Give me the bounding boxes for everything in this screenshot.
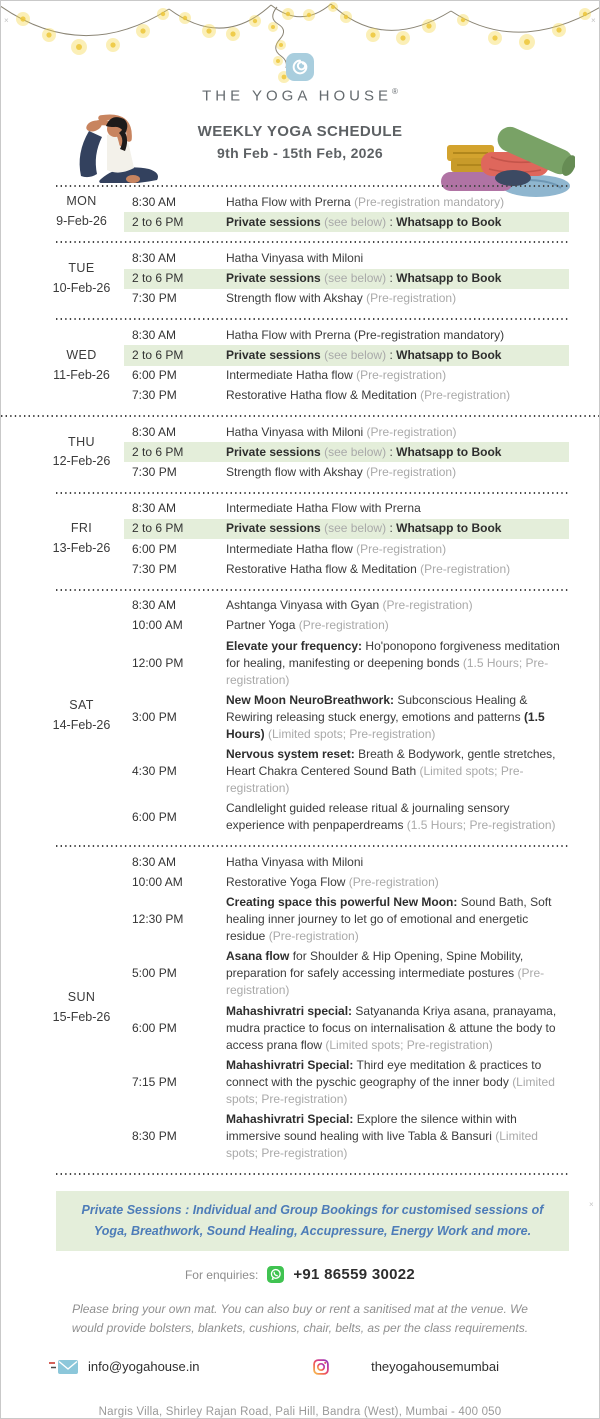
session-description	[226, 948, 569, 999]
schedule-row	[124, 947, 569, 1001]
private-sessions-note: Private Sessions : Individual and Group Bookings for customised sessions of Yoga, Breathwork, Sound Healing, Accupressure, Energy Work and more.	[56, 1191, 569, 1252]
schedule	[1, 185, 599, 1173]
session-description	[226, 854, 569, 871]
day-date: 12-Feb-26	[52, 454, 111, 469]
footer	[1, 1173, 599, 1418]
day-label	[1, 596, 124, 837]
brand-registered-mark: ®	[392, 87, 398, 96]
instagram-handle[interactable]: theyogahousemumbai	[371, 1359, 499, 1375]
enquiries-row	[1, 1266, 599, 1283]
session-time: 2 to 6 PM	[132, 271, 184, 286]
session-time: 8:30 AM	[132, 327, 177, 342]
schedule-row	[124, 386, 569, 406]
session-description	[226, 800, 569, 834]
session-text-bold: Private sessions	[226, 444, 321, 459]
session-time: 8:30 PM	[132, 1129, 177, 1144]
whatsapp-icon	[267, 1266, 284, 1283]
day-group-fri	[1, 496, 599, 589]
schedule-row	[124, 872, 569, 892]
day-date: 15-Feb-26	[52, 1009, 111, 1024]
schedule-row	[124, 799, 569, 836]
session-description	[226, 1003, 569, 1054]
session-description	[226, 347, 569, 364]
day-label	[1, 192, 124, 232]
session-text-gray: (Pre-registration)	[348, 874, 439, 889]
session-text-gray: (see below)	[320, 444, 387, 459]
session-text-gray: (Pre-registration)	[268, 929, 359, 944]
schedule-row	[124, 269, 569, 289]
schedule-row	[124, 192, 569, 212]
session-text-bold: Creating space this powerful New Moon:	[226, 895, 458, 910]
session-description	[226, 444, 569, 461]
enquiries-label: For enquiries:	[184, 1267, 259, 1282]
session-text-gray: (Limited spots; Pre-registration)	[264, 726, 436, 741]
schedule-row	[124, 596, 569, 616]
session-description	[226, 617, 569, 634]
session-description	[226, 746, 569, 797]
session-text-bold: Private sessions	[226, 271, 321, 286]
session-text-gray: (Pre-registration)	[420, 388, 511, 403]
schedule-row	[124, 539, 569, 559]
session-text-bold: New Moon NeuroBreathwork:	[226, 692, 395, 707]
session-time: 5:00 PM	[132, 966, 177, 981]
mat-note: Please bring your own mat. You can also buy or rent a sanitised mat at the venue. We would provide bolsters, blankets, cushions, chair, belts, as per the class requirements.	[71, 1302, 529, 1335]
session-text-gray: (Pre-registration)	[366, 291, 457, 306]
schedule-row	[124, 1110, 569, 1164]
session-text-normal: Intermediate Hatha flow	[226, 541, 357, 556]
session-text-normal: :	[386, 521, 397, 536]
session-time: 12:00 PM	[132, 655, 184, 670]
schedule-row	[124, 690, 569, 744]
schedule-row	[124, 212, 569, 232]
schedule-row	[124, 616, 569, 636]
day-label	[1, 422, 124, 483]
session-text-normal: Restorative Hatha flow & Meditation	[226, 388, 421, 403]
schedule-row	[124, 248, 569, 268]
day-name: SAT	[69, 698, 94, 713]
session-time: 12:30 PM	[132, 912, 184, 927]
session-text-bold: Nervous system reset:	[226, 747, 355, 762]
schedule-row	[124, 852, 569, 872]
session-description	[226, 520, 569, 537]
session-time: 6:00 PM	[132, 368, 177, 383]
schedule-row	[124, 636, 569, 690]
session-time: 6:00 PM	[132, 1020, 177, 1035]
session-text-gray: (Limited spots; Pre-registration)	[226, 1074, 555, 1106]
session-text-bold: Asana flow	[226, 949, 290, 964]
session-description	[226, 692, 569, 743]
corner-artifact: ×	[591, 16, 596, 25]
schedule-row	[124, 345, 569, 365]
day-separator	[56, 492, 569, 494]
header	[1, 1, 599, 185]
session-description	[226, 1111, 569, 1162]
day-group-thu	[1, 419, 599, 492]
schedule-row	[124, 499, 569, 519]
session-time: 10:00 AM	[132, 874, 183, 889]
session-time: 8:30 AM	[132, 424, 177, 439]
session-text-bold: Whatsapp to Book	[396, 214, 502, 229]
session-text-gray: (Pre-registration)	[366, 424, 457, 439]
session-text-normal: Explore the silence within with immersive sound healing with live Tabla & Bansuri	[226, 1112, 517, 1144]
session-text-gray: (1.5 Hours; Pre-registration)	[406, 818, 556, 833]
session-text-normal: Hatha Vinyasa with Miloni	[226, 251, 364, 266]
envelope-icon	[49, 1358, 79, 1376]
day-separator	[56, 318, 569, 320]
session-text-bold: Mahashivratri Special:	[226, 1057, 354, 1072]
schedule-row	[124, 289, 569, 309]
brand-name: THE YOGA HOUSE	[202, 87, 393, 105]
session-text-gray: (Pre-registration)	[366, 465, 457, 479]
venue-address: Nargis Villa, Shirley Rajan Road, Pali Hill, Bandra (West), Mumbai - 400 050	[98, 1405, 502, 1418]
session-time: 7:30 PM	[132, 388, 177, 403]
session-time: 4:30 PM	[132, 764, 177, 779]
session-description	[226, 1057, 569, 1108]
session-text-normal: Candlelight guided release ritual & journaling sensory experience with penpaperdreams	[226, 801, 510, 833]
session-text-normal: :	[386, 271, 397, 286]
session-text-normal: Subconscious Healing & Rewiring releasing stuck energy, emotions and patterns	[226, 692, 528, 724]
session-text-normal: :	[386, 347, 397, 362]
schedule-row	[124, 1055, 569, 1109]
session-description	[226, 270, 569, 287]
day-rows	[124, 248, 569, 309]
day-rows	[124, 596, 569, 837]
date-range: 9th Feb - 15th Feb, 2026	[217, 145, 383, 161]
session-text-normal: Hatha Flow with Prerna	[226, 194, 355, 209]
session-description	[226, 290, 569, 307]
session-text-normal: Satyananda Kriya asana, pranayama, mudra practice to focus on internalisation & attune the body to access prana flow	[226, 1003, 557, 1052]
schedule-row	[124, 892, 569, 946]
schedule-row	[124, 462, 569, 482]
day-group-sat	[1, 593, 599, 846]
day-name: WED	[66, 347, 97, 362]
session-text-normal: Breath & Bodywork, gentle stretches, Heart Chakra Centered Sound Bath	[226, 747, 556, 779]
day-rows	[124, 852, 569, 1164]
schedule-row	[124, 422, 569, 442]
session-text-bold: Whatsapp to Book	[396, 521, 502, 536]
day-name: TUE	[68, 261, 95, 276]
session-description	[226, 194, 569, 211]
session-time: 10:00 AM	[132, 618, 183, 633]
session-description	[226, 214, 569, 231]
session-text-normal: Third eye meditation & practices to connect with the pyschic geography of the inner body	[226, 1057, 542, 1089]
session-time: 2 to 6 PM	[132, 444, 184, 459]
session-text-bold: Whatsapp to Book	[396, 347, 502, 362]
day-label	[1, 248, 124, 309]
session-text-bold: Whatsapp to Book	[396, 271, 502, 286]
session-time: 8:30 AM	[132, 598, 177, 613]
session-text-bold: Mahashivratri special:	[226, 1003, 353, 1018]
day-name: MON	[66, 194, 97, 209]
session-description	[226, 638, 569, 689]
session-time: 2 to 6 PM	[132, 347, 184, 362]
day-name: FRI	[70, 521, 93, 536]
session-text-gray: (Pre-registration)	[356, 541, 447, 556]
session-time: 6:00 PM	[132, 541, 177, 556]
day-group-tue	[1, 245, 599, 318]
schedule-row	[124, 325, 569, 345]
day-rows	[124, 422, 569, 483]
session-text-normal: Ashtanga Vinyasa with Gyan	[226, 598, 383, 613]
session-description	[226, 464, 569, 481]
schedule-row	[124, 366, 569, 386]
session-time: 7:30 PM	[132, 291, 177, 306]
session-text-normal: Ho'ponopono forgiveness meditation for healing, manifesting or deepening bonds	[226, 638, 560, 670]
contact-row	[1, 1358, 599, 1376]
corner-artifact: ×	[4, 16, 9, 25]
session-text-normal: Strength flow with Akshay	[226, 291, 367, 306]
day-date: 14-Feb-26	[52, 717, 111, 732]
schedule-row	[124, 519, 569, 539]
session-time: 2 to 6 PM	[132, 521, 184, 536]
session-text-normal: Hatha Flow with Prerna (Pre-registration mandatory)	[226, 327, 505, 342]
session-text-bold: Private sessions	[226, 214, 321, 229]
day-date: 13-Feb-26	[52, 541, 111, 556]
session-time: 3:00 PM	[132, 709, 177, 724]
session-text-gray: (see below)	[320, 214, 387, 229]
session-text-normal: Hatha Vinyasa with Miloni	[226, 424, 367, 439]
session-time: 8:30 AM	[132, 854, 177, 869]
session-description	[226, 561, 569, 578]
email-address[interactable]: info@yogahouse.in	[88, 1359, 200, 1375]
session-text-normal: :	[386, 444, 397, 459]
day-name: SUN	[67, 990, 96, 1005]
session-text-normal: Intermediate Hatha Flow with Prerna	[226, 501, 421, 516]
session-text-gray: (Pre-registration mandatory)	[354, 194, 505, 209]
day-date: 9-Feb-26	[56, 214, 107, 229]
session-text-bold: Mahashivratri Special:	[226, 1112, 354, 1127]
session-text-gray: (Pre-registration)	[382, 598, 473, 613]
session-time: 2 to 6 PM	[132, 214, 184, 229]
session-description	[226, 327, 569, 344]
session-text-gray: (1.5 Hours; Pre-registration)	[226, 655, 549, 687]
session-text-normal: Hatha Vinyasa with Miloni	[226, 854, 364, 869]
session-text-normal: Sound Bath, Soft healing inner journey to let go of emotional and energetic residue	[226, 895, 552, 944]
session-description	[226, 874, 569, 891]
day-rows	[124, 499, 569, 580]
session-description	[226, 387, 569, 404]
session-text-normal: Restorative Yoga Flow	[226, 874, 349, 889]
page-title: WEEKLY YOGA SCHEDULE	[197, 123, 403, 140]
footer-separator	[56, 1173, 569, 1175]
day-group-wed	[1, 322, 599, 415]
session-description	[226, 894, 569, 945]
session-text-gray: (Pre-registration)	[420, 561, 511, 576]
day-rows	[124, 192, 569, 232]
session-description	[226, 250, 569, 267]
session-text-normal: for Shoulder & Hip Opening, Spine Mobility, preparation for safely accessing intermediate postures	[226, 949, 524, 981]
spiral-logo-icon	[286, 53, 314, 81]
day-group-sun	[1, 849, 599, 1173]
day-rows	[124, 325, 569, 406]
session-text-gray: (Limited spots; Pre-registration)	[226, 764, 524, 796]
day-date: 11-Feb-26	[53, 367, 110, 382]
day-separator	[1, 415, 599, 417]
day-separator	[56, 589, 569, 591]
day-label	[1, 852, 124, 1164]
email-contact	[49, 1358, 200, 1376]
session-description	[226, 597, 569, 614]
session-text-gray: (see below)	[320, 521, 387, 536]
session-text-bold: (1.5 Hours)	[226, 709, 545, 741]
yoga-pose-illustration	[63, 93, 173, 183]
session-text-gray: (Pre-registration)	[226, 966, 545, 998]
session-text-gray: (see below)	[320, 271, 387, 286]
session-text-gray: (Limited spots; Pre-registration)	[226, 1129, 538, 1161]
schedule-row	[124, 745, 569, 799]
session-text-normal: Strength flow with Akshay	[226, 465, 367, 479]
schedule-row	[124, 1001, 569, 1055]
day-separator	[56, 185, 569, 187]
session-text-bold: Whatsapp to Book	[396, 444, 502, 459]
session-text-gray: (Limited spots; Pre-registration)	[325, 1037, 493, 1052]
day-date: 10-Feb-26	[52, 280, 111, 295]
schedule-row	[124, 559, 569, 579]
session-description	[226, 541, 569, 558]
day-label	[1, 499, 124, 580]
session-text-normal: Intermediate Hatha flow	[226, 368, 357, 383]
session-description	[226, 500, 569, 517]
session-text-bold: Elevate your frequency:	[226, 638, 363, 653]
whatsapp-phone-number[interactable]: +91 86559 30022	[293, 1266, 416, 1284]
session-time: 8:30 AM	[132, 501, 177, 516]
day-separator	[56, 241, 569, 243]
session-text-gray: (Pre-registration)	[298, 618, 389, 633]
corner-artifact: ×	[589, 1200, 594, 1209]
session-text-gray: (see below)	[320, 347, 387, 362]
session-time: 6:00 PM	[132, 809, 177, 824]
schedule-row	[124, 442, 569, 462]
session-text-gray: (Pre-registration)	[356, 368, 447, 383]
session-description	[226, 367, 569, 384]
day-name: THU	[68, 434, 95, 449]
instagram-icon	[313, 1359, 329, 1375]
session-text-normal: Partner Yoga	[226, 618, 299, 633]
session-time: 8:30 AM	[132, 251, 177, 266]
day-label	[1, 325, 124, 406]
session-text-normal: :	[386, 214, 397, 229]
day-separator	[56, 845, 569, 847]
session-time: 7:30 PM	[132, 561, 177, 576]
session-time: 8:30 AM	[132, 194, 177, 209]
instagram-contact	[313, 1359, 499, 1375]
session-text-normal: Restorative Hatha flow & Meditation	[226, 561, 421, 576]
session-text-bold: Private sessions	[226, 347, 321, 362]
session-time: 7:30 PM	[132, 465, 177, 479]
day-group-mon	[1, 189, 599, 241]
session-time: 7:15 PM	[132, 1074, 177, 1089]
session-text-bold: Private sessions	[226, 521, 321, 536]
session-description	[226, 424, 569, 441]
